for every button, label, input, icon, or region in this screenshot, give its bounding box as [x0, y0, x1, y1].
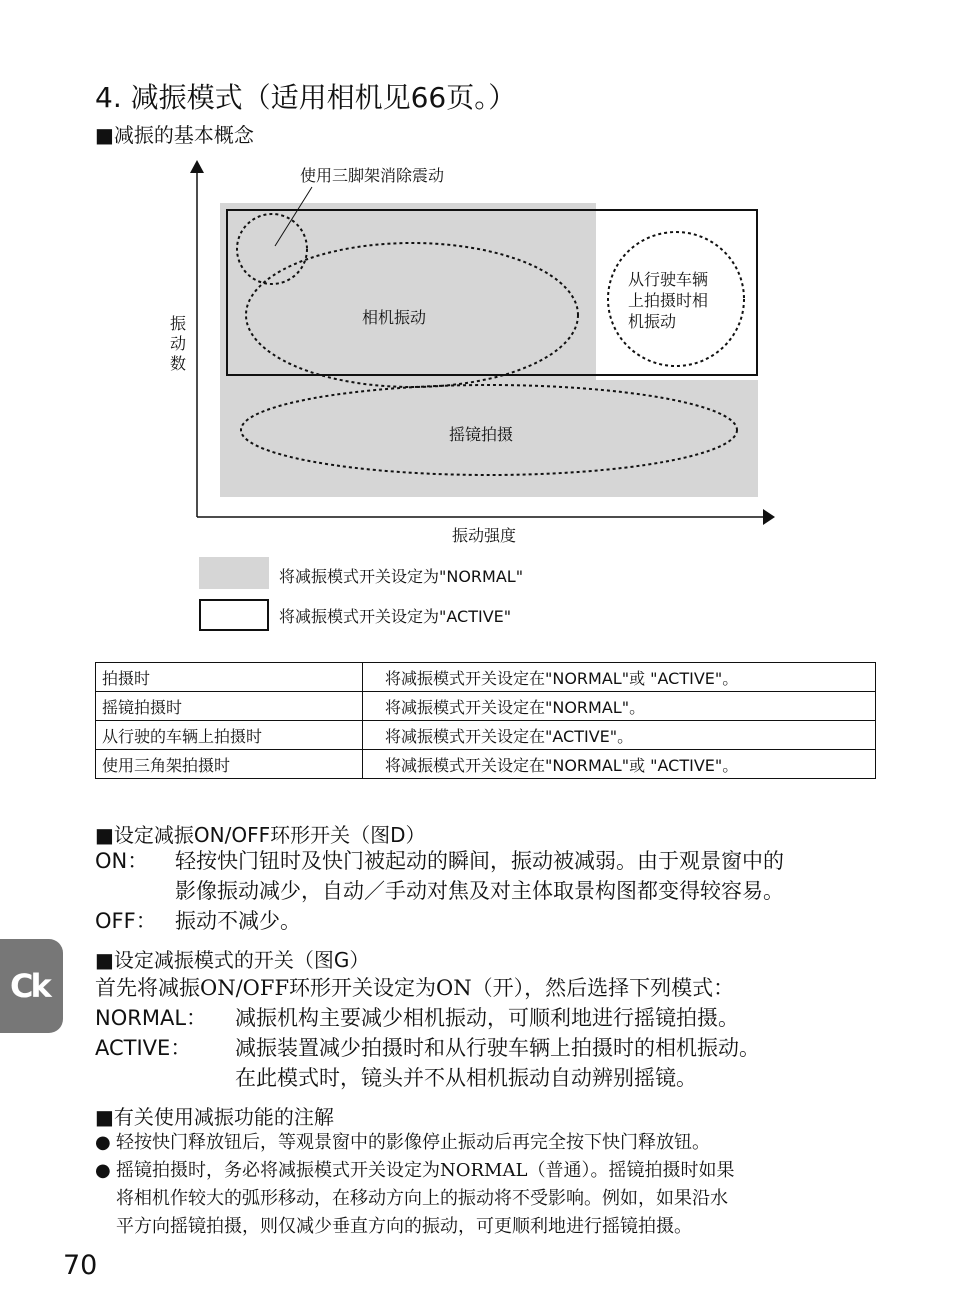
vehicle-label-line: 机振动 — [628, 312, 677, 331]
table-row — [96, 721, 876, 750]
panning-label: 摇镜拍摄 — [449, 425, 514, 444]
legend-active-swatch — [199, 599, 269, 631]
table-row — [96, 750, 876, 779]
table-cell: 将减振模式开关设定在"NORMAL"或 "ACTIVE"。 — [363, 750, 876, 779]
vr-settings-table — [95, 662, 876, 779]
y-axis-label — [170, 314, 186, 374]
bullet-icon: ● — [95, 1132, 111, 1153]
tripod-label: 使用三脚架消除震动 — [300, 166, 445, 185]
y-axis-arrow-icon — [190, 160, 204, 173]
mode-title: ■设定减振模式的开关（图G） — [95, 948, 370, 972]
vehicle-label-line: 上拍摄时相 — [628, 291, 709, 310]
language-tab — [0, 939, 63, 1033]
note-item-1: 轻按快门释放钮后，等观景窗中的影像停止振动后再完全按下快门释放钮。 — [116, 1132, 710, 1153]
note-item-2-line: 将相机作较大的弧形移动，在移动方向上的振动将不受影响。例如，如果沿水 — [116, 1188, 728, 1209]
basic-concept-title: ■减振的基本概念 — [95, 123, 254, 147]
section-heading: 4. 减振模式（适用相机见66页。） — [95, 81, 517, 114]
normal-key: NORMAL： — [95, 1006, 208, 1030]
notes-title: ■有关使用减振功能的注解 — [95, 1105, 334, 1129]
note-item-2-line: 平方向摇镜拍摄，则仅减少垂直方向的振动，可更顺利地进行摇镜拍摄。 — [116, 1216, 692, 1237]
active-description-line: 在此模式时，镜头并不从相机振动自动辨别摇镜。 — [235, 1066, 697, 1090]
note-item-2 — [116, 1157, 734, 1241]
table-cell: 摇镜拍摄时 — [96, 692, 363, 721]
on-key: ON： — [95, 849, 149, 873]
active-description-line: 减振装置减少拍摄时和从行驶车辆上拍摄时的相机振动。 — [235, 1036, 760, 1060]
normal-gray-area — [220, 203, 758, 497]
table-cell: 使用三角架拍摄时 — [96, 750, 363, 779]
normal-description: 减振机构主要减少相机振动，可顺利地进行摇镜拍摄。 — [235, 1006, 739, 1030]
on-description-line: 影像振动减少，自动／手动对焦及对主体取景构图都变得较容易。 — [175, 879, 784, 903]
bullet-icon: ● — [95, 1160, 111, 1181]
vehicle-label-line: 从行驶车辆 — [628, 270, 709, 289]
legend-active-text: 将减振模式开关设定为"ACTIVE" — [279, 607, 512, 626]
table-cell: 从行驶的车辆上拍摄时 — [96, 721, 363, 750]
table-cell: 将减振模式开关设定在"NORMAL"。 — [363, 692, 876, 721]
vehicle-label — [628, 269, 708, 332]
table-cell: 将减振模式开关设定在"NORMAL"或 "ACTIVE"。 — [363, 663, 876, 692]
camera-shake-label: 相机振动 — [362, 308, 427, 327]
table-row — [96, 663, 876, 692]
table-row — [96, 692, 876, 721]
legend-normal-swatch — [199, 557, 269, 589]
active-description — [235, 1033, 760, 1093]
page-number: 70 — [63, 1250, 98, 1281]
on-description-line: 轻按快门钮时及快门被起动的瞬间，振动被减弱。由于观景窗中的 — [175, 849, 784, 873]
y-axis-label-char: 动 — [170, 334, 187, 353]
off-key: OFF： — [95, 909, 157, 933]
x-axis-arrow-icon — [763, 509, 775, 525]
legend-normal-text: 将减振模式开关设定为"NORMAL" — [279, 567, 524, 586]
language-tab-label: Ck — [10, 967, 49, 1005]
active-key: ACTIVE： — [95, 1036, 192, 1060]
onoff-title: ■设定减振ON/OFF环形开关（图D） — [95, 823, 426, 847]
y-axis-label-char: 数 — [170, 354, 187, 373]
note-item-2-line: 摇镜拍摄时，务必将减振模式开关设定为NORMAL（普通）。摇镜拍摄时如果 — [116, 1160, 735, 1181]
table-cell: 拍摄时 — [96, 663, 363, 692]
x-axis-label: 振动强度 — [452, 526, 517, 545]
table-cell: 将减振模式开关设定在"ACTIVE"。 — [363, 721, 876, 750]
y-axis-label-char: 振 — [170, 314, 187, 333]
on-description — [175, 846, 784, 906]
diagram-areas — [220, 203, 758, 497]
off-description: 振动不减少。 — [175, 909, 301, 933]
mode-intro: 首先将减振ON/OFF环形开关设定为ON（开），然后选择下列模式： — [95, 976, 735, 1000]
